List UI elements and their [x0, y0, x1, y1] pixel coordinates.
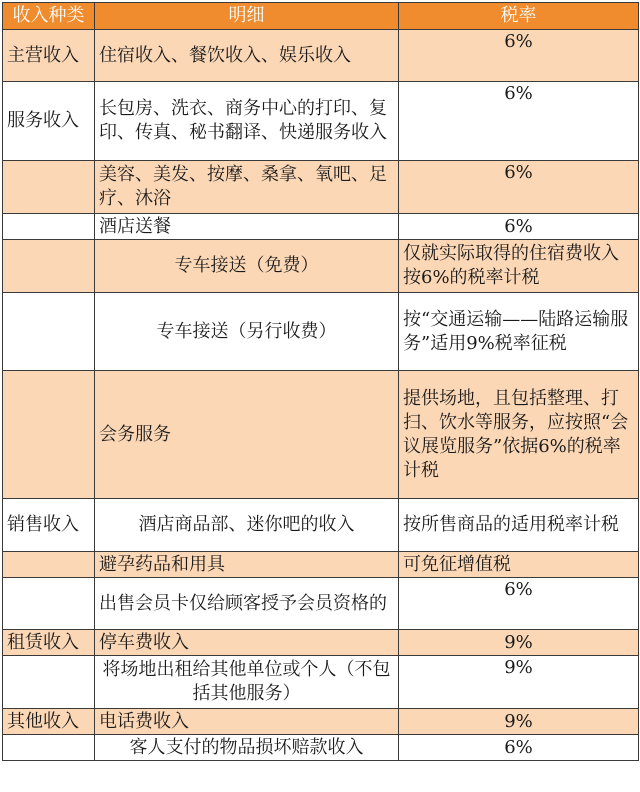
table-row	[3, 214, 639, 240]
detail-cell: 电话费收入	[95, 709, 399, 735]
rate-cell: 6%	[399, 82, 639, 161]
detail-cell: 美容、美发、按摩、桑拿、氧吧、足疗、沐浴	[95, 161, 399, 214]
category-cell	[3, 735, 95, 761]
detail-cell: 停车费收入	[95, 630, 399, 656]
detail-cell: 将场地出租给其他单位或个人（不包括其他服务）	[95, 656, 399, 709]
header-detail: 明细	[95, 3, 399, 30]
table-row	[3, 293, 639, 371]
detail-cell: 出售会员卡仅给顾客授予会员资格的	[95, 578, 399, 630]
detail-cell: 酒店送餐	[95, 214, 399, 240]
table-row	[3, 82, 639, 161]
detail-cell: 会务服务	[95, 371, 399, 499]
rate-cell: 6%	[399, 30, 639, 82]
category-cell	[3, 578, 95, 630]
header-category: 收入种类	[3, 3, 95, 30]
category-cell: 销售收入	[3, 499, 95, 552]
category-cell	[3, 293, 95, 371]
rate-cell: 可免征增值税	[399, 552, 639, 578]
table-row	[3, 552, 639, 578]
category-cell	[3, 656, 95, 709]
table-row	[3, 161, 639, 214]
rate-cell: 6%	[399, 214, 639, 240]
table-row	[3, 709, 639, 735]
table-row	[3, 499, 639, 552]
detail-cell: 酒店商品部、迷你吧的收入	[95, 499, 399, 552]
category-cell: 主营收入	[3, 30, 95, 82]
category-cell	[3, 161, 95, 214]
table-row	[3, 735, 639, 761]
rate-cell: 6%	[399, 161, 639, 214]
detail-cell: 专车接送（免费）	[95, 240, 399, 293]
rate-cell: 仅就实际取得的住宿费收入按6%的税率计税	[399, 240, 639, 293]
rate-cell: 按“交通运输——陆路运输服务”适用9%税率征税	[399, 293, 639, 371]
table-header-row	[3, 3, 639, 30]
table-row	[3, 240, 639, 293]
rate-cell: 6%	[399, 735, 639, 761]
detail-cell: 避孕药品和用具	[95, 552, 399, 578]
rate-cell: 提供场地，且包括整理、打扫、饮水等服务，应按照“会议展览服务”依据6%的税率计税	[399, 371, 639, 499]
category-cell: 其他收入	[3, 709, 95, 735]
rate-cell: 9%	[399, 630, 639, 656]
category-cell	[3, 214, 95, 240]
table-row	[3, 656, 639, 709]
detail-cell: 客人支付的物品损坏赔款收入	[95, 735, 399, 761]
rate-cell: 按所售商品的适用税率计税	[399, 499, 639, 552]
table-row	[3, 578, 639, 630]
tax-rate-table	[2, 2, 639, 761]
table-row	[3, 371, 639, 499]
header-rate: 税率	[399, 3, 639, 30]
category-cell	[3, 552, 95, 578]
detail-cell: 长包房、洗衣、商务中心的打印、复印、传真、秘书翻译、快递服务收入	[95, 82, 399, 161]
category-cell	[3, 371, 95, 499]
table-row	[3, 630, 639, 656]
category-cell	[3, 240, 95, 293]
rate-cell: 6%	[399, 578, 639, 630]
category-cell: 服务收入	[3, 82, 95, 161]
rate-cell: 9%	[399, 656, 639, 709]
rate-cell: 9%	[399, 709, 639, 735]
detail-cell: 住宿收入、餐饮收入、娱乐收入	[95, 30, 399, 82]
category-cell: 租赁收入	[3, 630, 95, 656]
detail-cell: 专车接送（另行收费）	[95, 293, 399, 371]
table-row	[3, 30, 639, 82]
